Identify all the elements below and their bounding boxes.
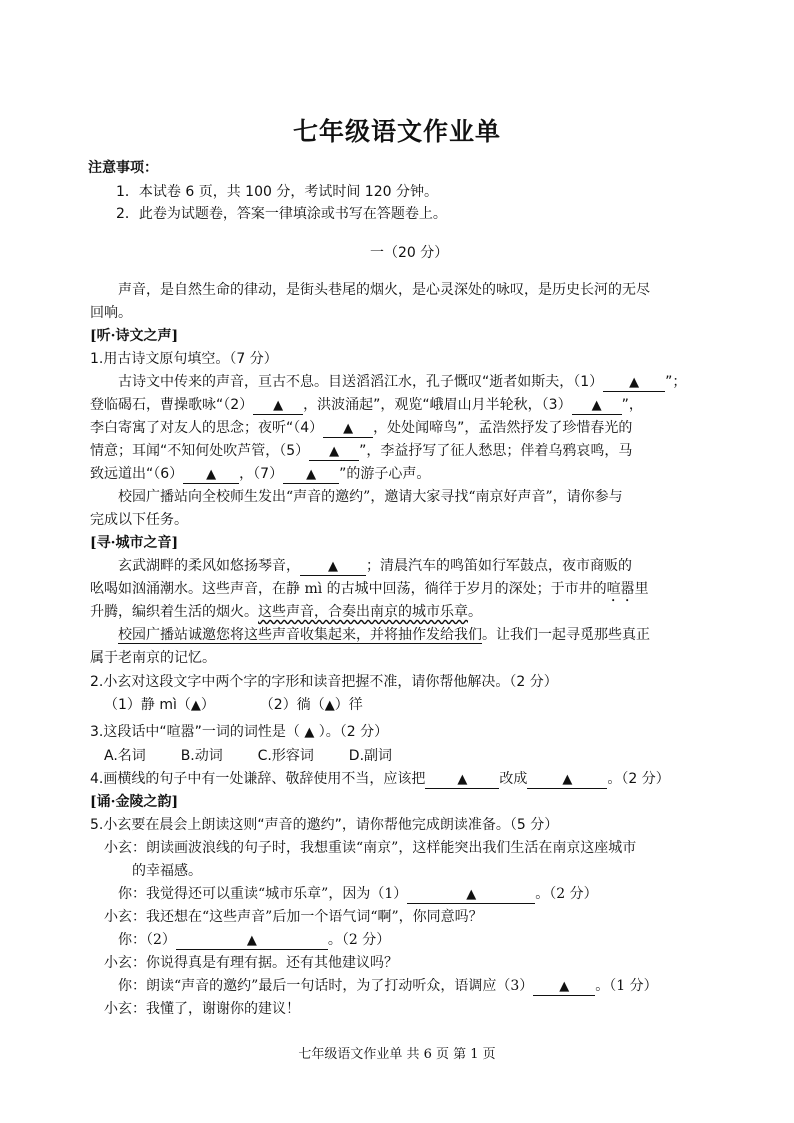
answer-blank[interactable]: ▲ bbox=[176, 932, 328, 950]
dialog-line: 小玄：朗读画波浪线的句子时，我想重读“南京”，这样能突出我们生活在南京这座城市 bbox=[104, 840, 637, 856]
underlined-sentence: 将这些声音收集起来，并将抽作发给我们 bbox=[230, 627, 482, 643]
part-heading: [听·诗文之声] bbox=[90, 328, 179, 344]
intro-line: 回响。 bbox=[90, 305, 132, 321]
poem-line: 情意；耳闻“不知何处吹芦管，（5） ▲ ”，李益抒写了征人愁思；伴着乌鸦哀鸣，马 bbox=[90, 443, 633, 459]
option-b[interactable]: B.动词 bbox=[180, 748, 223, 764]
dialog-line: 你：我觉得还可以重读“城市乐章”，因为（1） ▲ 。（2 分） bbox=[118, 886, 598, 902]
q2-items: （1）静 mì（▲） （2）徜（▲）徉 bbox=[104, 697, 363, 713]
answer-slot[interactable]: ▲ bbox=[324, 698, 335, 713]
dialog-line: 小玄：我还想在“这些声音”后加一个语气词“啊”，你同意吗？ bbox=[104, 909, 483, 925]
passage-line: 属于老南京的记忆。 bbox=[90, 650, 216, 666]
dialog-line: 小玄：我懂了，谢谢你的建议！ bbox=[104, 1001, 300, 1017]
dialog-line: 的幸福感。 bbox=[132, 863, 202, 879]
notice-item bbox=[116, 204, 447, 224]
answer-blank[interactable]: ▲ bbox=[527, 771, 607, 789]
answer-blank[interactable]: ▲ bbox=[407, 886, 535, 904]
answer-blank[interactable]: ▲ bbox=[300, 558, 366, 576]
passage-line: 校园广播站诚邀您将这些声音收集起来，并将抽作发给我们。让我们一起寻觅那些真正 bbox=[118, 627, 650, 643]
answer-blank[interactable]: ▲ bbox=[309, 443, 359, 461]
question-stem: 4.画横线的句子中有一处谦辞、敬辞使用不当，应该把 ▲ 改成 ▲ 。（2 分） bbox=[90, 771, 670, 787]
wavy-underlined-sentence: 这些声音，合奏出南京的城市乐章 bbox=[258, 604, 468, 620]
emphasized-word: 喧嚣 bbox=[606, 581, 635, 597]
answer-blank[interactable]: ▲ bbox=[572, 397, 622, 415]
question-stem: 1.用古诗文原句填空。（7 分） bbox=[90, 351, 278, 367]
question-stem: 5.小玄要在晨会上朗读这则“声音的邀约”，请你帮他完成朗读准备。（5 分） bbox=[90, 817, 559, 833]
task-intro: 完成以下任务。 bbox=[90, 512, 188, 528]
option-d[interactable]: D.副词 bbox=[348, 748, 393, 764]
notice-item: 1．本试卷 6 页，共 100 分，考试时间 120 分钟。 bbox=[116, 184, 438, 200]
answer-blank[interactable]: ▲ bbox=[253, 397, 303, 415]
dialog-line: 你：朗读“声音的邀约”最后一句话时，为了打动听众，语调应（3） ▲ 。（1 分） bbox=[118, 978, 658, 994]
question-stem: 2.小玄对这段文字中两个字的字形和读音把握不准，请你帮他解决。（2 分） bbox=[90, 674, 558, 690]
answer-blank[interactable]: ▲ bbox=[533, 978, 595, 996]
answer-blank[interactable]: ▲ bbox=[425, 771, 499, 789]
q3-options bbox=[104, 746, 392, 766]
page-title: 七年级语文作业单 bbox=[292, 117, 501, 146]
answer-blank[interactable]: ▲ bbox=[283, 466, 339, 484]
answer-slot[interactable]: ▲ bbox=[304, 725, 315, 740]
part-heading: [诵·金陵之韵] bbox=[90, 794, 179, 810]
notice-item-text: 2．此卷为试题卷，答案一律填涂或书写在答题卷上。 bbox=[116, 206, 447, 222]
poem-line: 致远道出“（6） ▲ ，（7） ▲ ”的游子心声。 bbox=[90, 466, 431, 482]
poem-line: 登临碣石，曹操歌咏“（2） ▲ ，洪波涌起”，观览“峨眉山月半轮秋，（3） ▲ ”， bbox=[90, 397, 643, 413]
passage-line: 吆喝如汹涌潮水。这些声音，在静 mì 的古城中回荡，徜徉于岁月的深处；于市井的喧嚣里 bbox=[90, 581, 649, 597]
dialog-line: 你：（2） ▲ 。（2 分） bbox=[118, 932, 391, 948]
dialog-line: 小玄：你说得真是有理有据。还有其他建议吗？ bbox=[104, 955, 398, 971]
page-footer: 七年级语文作业单 共 6 页 第 1 页 bbox=[298, 1047, 496, 1062]
notice-heading: 注意事项： bbox=[88, 160, 158, 176]
answer-blank[interactable]: ▲ bbox=[323, 420, 373, 438]
question-stem: 3.这段话中“喧嚣”一词的词性是（ ▲ ）。（2 分） bbox=[90, 724, 389, 740]
section-heading: 一（20 分） bbox=[370, 245, 449, 261]
option-a[interactable]: A.名词 bbox=[104, 748, 146, 764]
option-c[interactable]: C.形容词 bbox=[257, 748, 314, 764]
answer-blank[interactable]: ▲ bbox=[183, 466, 239, 484]
intro-line: 声音，是自然生命的律动，是街头巷尾的烟火，是心灵深处的咏叹，是历史长河的无尽 bbox=[118, 282, 650, 298]
poem-line: 古诗文中传来的声音，亘古不息。目送滔滔江水，孔子慨叹“逝者如斯夫，（1） ▲ ”； bbox=[118, 374, 687, 390]
answer-blank[interactable]: ▲ bbox=[603, 374, 665, 392]
poem-line: 李白寄寓了对友人的思念；夜听“（4） ▲ ，处处闻啼鸟”，孟浩然抒发了珍惜春光的 bbox=[90, 420, 633, 436]
part-heading: [寻·城市之音] bbox=[90, 535, 179, 551]
passage-line: 升腾，编织着生活的烟火。这些声音，合奏出南京的城市乐章。 bbox=[90, 604, 482, 620]
answer-slot[interactable]: ▲ bbox=[190, 698, 201, 713]
passage-line: 玄武湖畔的柔风如悠扬琴音， ▲ ；清晨汽车的鸣笛如行军鼓点，夜市商贩的 bbox=[118, 558, 632, 574]
task-intro: 校园广播站向全校师生发出“声音的邀约”，邀请大家寻找“南京好声音”，请你参与 bbox=[118, 489, 623, 505]
